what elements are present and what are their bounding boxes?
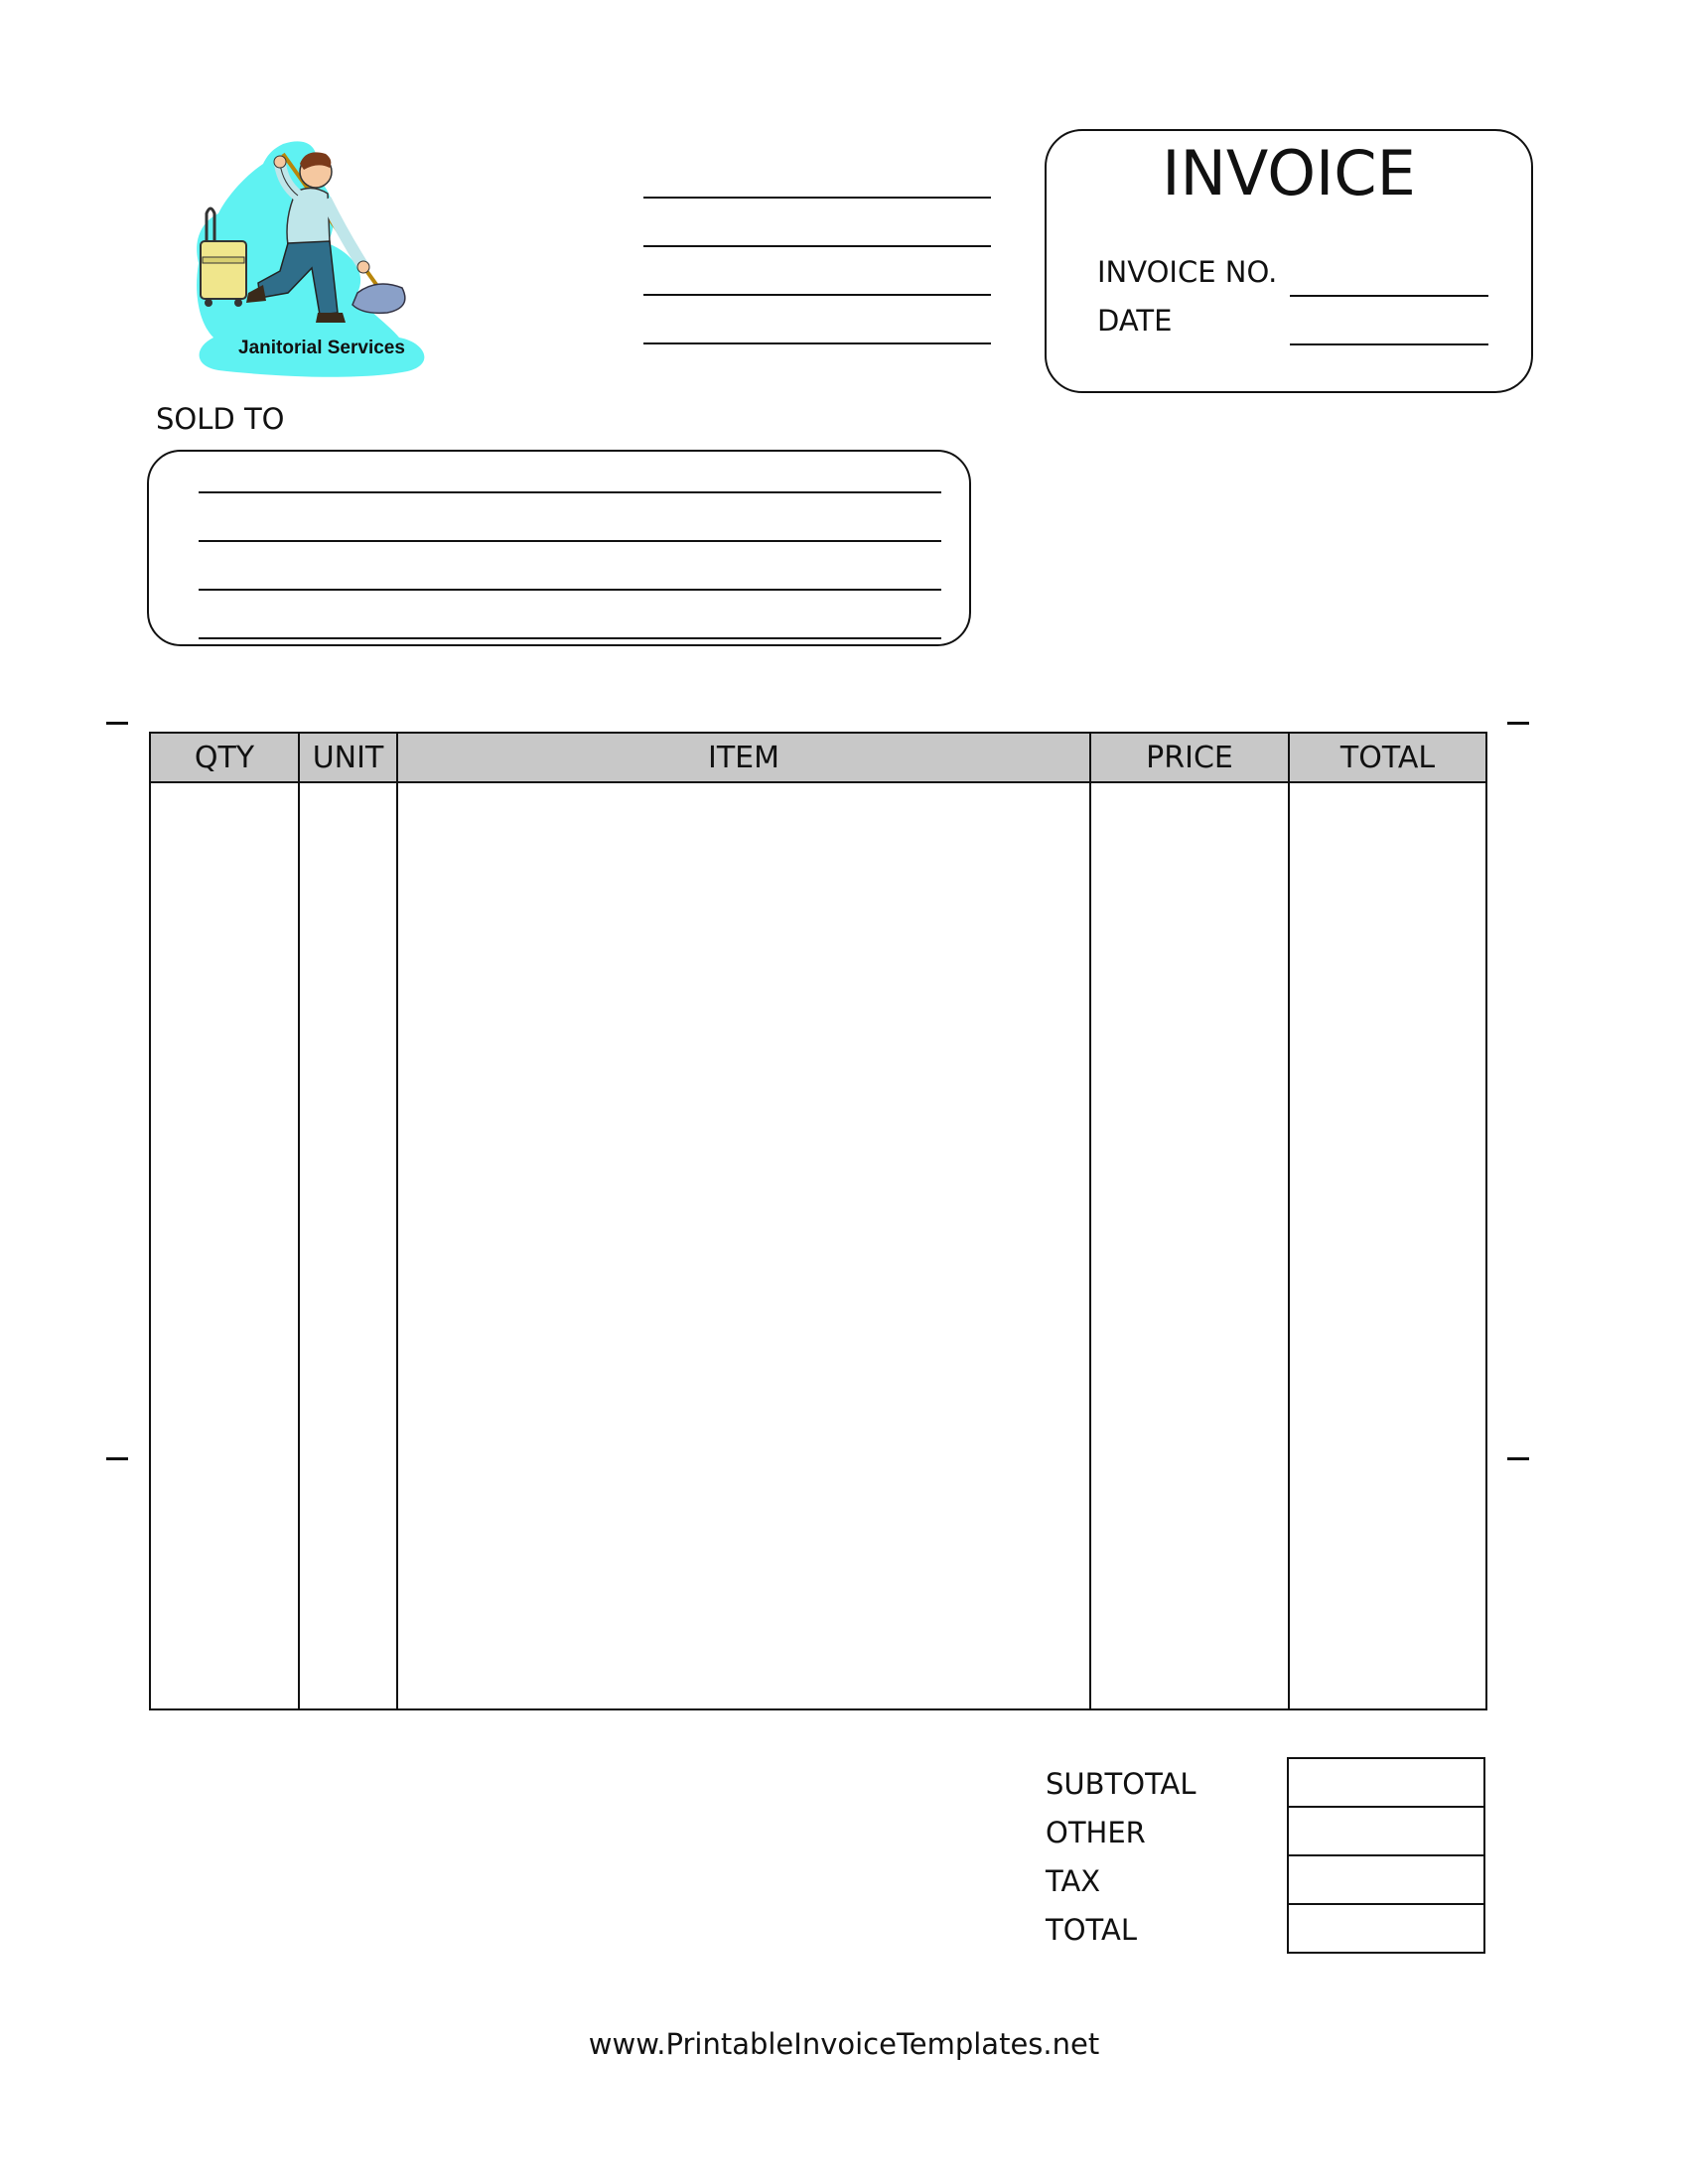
total-cell[interactable] (1289, 782, 1486, 1709)
company-line-1[interactable] (643, 197, 991, 199)
logo-caption: Janitorial Services (238, 338, 405, 358)
company-line-3[interactable] (643, 294, 991, 296)
column-header-total: TOTAL (1289, 733, 1486, 782)
date-label: DATE (1097, 304, 1173, 338)
sold-to-line-4[interactable] (199, 637, 941, 639)
fold-mark (106, 1457, 128, 1460)
date-field[interactable] (1290, 343, 1488, 345)
table-row (150, 782, 1486, 1709)
other-label: OTHER (1046, 1816, 1146, 1849)
sold-to-box (147, 450, 971, 646)
fold-mark (1507, 1457, 1529, 1460)
column-header-price: PRICE (1090, 733, 1289, 782)
sold-to-line-2[interactable] (199, 540, 941, 542)
company-line-4[interactable] (643, 342, 991, 344)
column-header-qty: QTY (150, 733, 299, 782)
column-header-unit: UNIT (299, 733, 397, 782)
invoice-no-label: INVOICE NO. (1097, 255, 1278, 289)
subtotal-label: SUBTOTAL (1046, 1767, 1196, 1801)
items-table (149, 732, 1487, 1710)
tax-field[interactable] (1288, 1855, 1484, 1904)
price-cell[interactable] (1090, 782, 1289, 1709)
sold-to-label: SOLD TO (156, 402, 285, 436)
company-line-2[interactable] (643, 245, 991, 247)
column-header-item: ITEM (397, 733, 1090, 782)
footer-url: www.PrintableInvoiceTemplates.net (588, 2027, 1100, 2061)
other-field[interactable] (1288, 1807, 1484, 1855)
invoice-box (1045, 129, 1533, 393)
fold-mark (106, 722, 128, 725)
company-logo (189, 134, 442, 377)
qty-cell[interactable] (150, 782, 299, 1709)
total-label: TOTAL (1046, 1913, 1137, 1947)
fold-mark (1507, 722, 1529, 725)
item-cell[interactable] (397, 782, 1090, 1709)
tax-label: TAX (1046, 1864, 1101, 1898)
sold-to-line-3[interactable] (199, 589, 941, 591)
unit-cell[interactable] (299, 782, 397, 1709)
invoice-no-field[interactable] (1290, 295, 1488, 297)
invoice-title: INVOICE (1162, 137, 1416, 209)
total-field[interactable] (1288, 1904, 1484, 1953)
subtotal-field[interactable] (1288, 1758, 1484, 1807)
sold-to-line-1[interactable] (199, 491, 941, 493)
totals-table (1287, 1757, 1485, 1954)
